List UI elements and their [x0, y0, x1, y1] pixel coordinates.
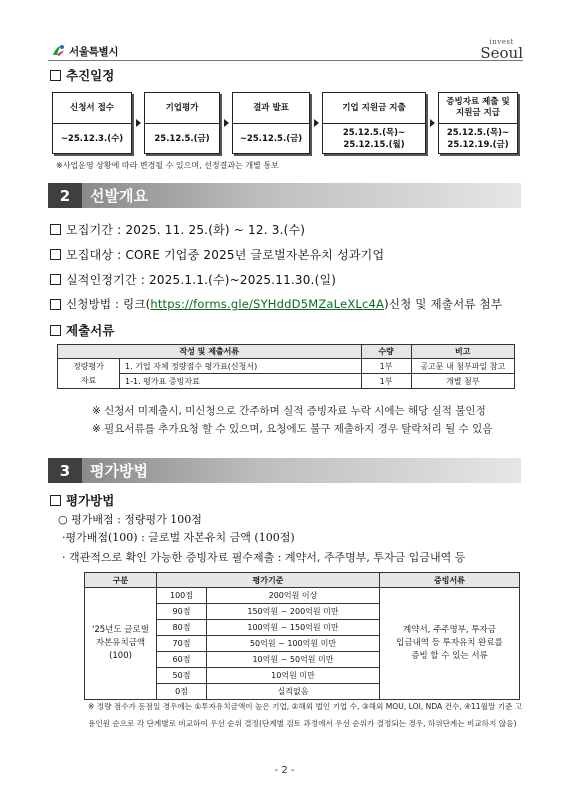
eval-category: '25년도 글로벌 자본유치금액 (100) [85, 588, 157, 700]
schedule-flow [52, 92, 520, 156]
schedule-step-date: 25.12.5.(목)~ 25.12.15.(월) [342, 127, 406, 150]
schedule-step-date: ~25.12.5.(금) [239, 133, 303, 144]
docs-group: 정량평가 자료 [58, 359, 120, 389]
eval-header-criteria: 평가기준 [157, 573, 380, 588]
recruit-target-text: : CORE 기업중 2025년 글로벌자본유치 성과기업 [113, 248, 385, 262]
section-2-title: 선발개요 [82, 183, 521, 208]
schedule-step [232, 92, 310, 154]
invest-seoul-small: invest [489, 38, 514, 46]
table-row [85, 588, 520, 604]
schedule-step-label: 신청서 접수 [53, 93, 131, 124]
apply-form-link[interactable]: https://forms.gle/SYHddD5MZaLeXLc4A [150, 297, 385, 311]
section-3-title: 평가방법 [82, 458, 521, 483]
eval-evidence-line: · 객관적으로 확인 가능한 증빙자료 필수제출 : 계약서, 주주명부, 투자금 입금내역 등 [62, 551, 466, 564]
docs-qty: 1부 [361, 359, 411, 374]
docs-title: 제출서류 [66, 323, 115, 338]
arrow-right-icon [430, 119, 435, 127]
eval-score: 90점 [157, 604, 207, 620]
eval-score-detail: ·평가배점(100) : 글로벌 자본유치 금액 (100점) [62, 531, 295, 544]
seoul-emblem-icon [50, 43, 66, 59]
section-2-number: 2 [48, 183, 82, 208]
schedule-step-label: 결과 발표 [233, 93, 309, 124]
table-row [58, 359, 515, 374]
eval-score: 50점 [157, 668, 207, 684]
schedule-step-label: 증빙자료 제출 및 지원금 지급 [439, 93, 517, 124]
checkbox-square-icon [50, 325, 61, 336]
docs-remark: ※ 신청서 미제출시, 미신청으로 간주하며 실적 증빙자료 누락 시에는 해당 실적 불인정 [92, 405, 486, 417]
docs-header-doc: 작성 및 제출서류 [58, 345, 362, 359]
eval-score: 0점 [157, 684, 207, 700]
checkbox-square-icon [50, 299, 61, 310]
schedule-step [52, 92, 132, 154]
eval-footnote: ※ 정량 점수가 동점일 경우에는 ①투자유치금액이 높은 기업, ②해외 법인 기업 수, ③해외 MOU, LOI, NDA 건수, ④11월말 기준 고용인원 순으로 각 단계별로 비교하여 우선 순위 결정(단계별 검토 과정에서 우선 순위가 결정되는 경우, 하위단계는 비교하지 않음) [88, 702, 523, 728]
eval-score: 60점 [157, 652, 207, 668]
recruit-period-label: 모집기간 [66, 223, 114, 237]
schedule-note: ※사업운영 상황에 따라 변경될 수 있으며, 선정결과는 개별 통보 [56, 161, 279, 170]
schedule-step-date: 25.12.5.(목)~ 25.12.19.(금) [446, 127, 510, 150]
docs-qty: 1부 [361, 374, 411, 389]
eval-score-line: ○ 평가배점 : 정량평가 100점 [58, 513, 202, 526]
checkbox-square-icon [50, 70, 61, 81]
schedule-step [438, 92, 518, 154]
checkbox-square-icon [50, 224, 61, 235]
schedule-step-date: 25.12.5.(금) [154, 133, 210, 144]
docs-note: 공고문 내 첨부파일 참고 [411, 359, 514, 374]
schedule-title: 추진일정 [66, 68, 115, 83]
arrow-right-icon [136, 119, 141, 127]
schedule-step-label: 기업 지원금 지출 [323, 93, 425, 124]
arrow-right-icon [314, 119, 319, 127]
recruit-target [50, 246, 384, 263]
eval-score: 70점 [157, 636, 207, 652]
eval-score: 100점 [157, 588, 207, 604]
schedule-step-label: 기업평가 [145, 93, 219, 124]
docs-header-note: 비고 [411, 345, 514, 359]
recruit-period [50, 221, 305, 238]
apply-method-suffix: )신청 및 제출서류 첨부 [384, 297, 503, 311]
eval-criteria: 100억원 ~ 150억원 미만 [207, 620, 380, 636]
checkbox-square-icon [50, 274, 61, 285]
recruit-period-text: : 2025. 11. 25.(화) ~ 12. 3.(수) [113, 223, 306, 237]
eval-evidence: 계약서, 주주명부, 투자금 입금내역 등 투자유치 완료를 증빙 할 수 있는 서류 [380, 588, 520, 700]
invest-seoul-big: Seoul [480, 44, 523, 62]
docs-heading [50, 321, 114, 339]
section-2-bar [48, 183, 521, 208]
docs-item: 1-1. 평가표 증빙자료 [120, 374, 362, 389]
eval-heading [50, 491, 114, 509]
eval-criteria: 150억원 ~ 200억원 미만 [207, 604, 380, 620]
eval-criteria: 200억원 이상 [207, 588, 380, 604]
eval-criteria: 50억원 ~ 100억원 미만 [207, 636, 380, 652]
docs-note: 개별 첨부 [411, 374, 514, 389]
arrow-right-icon [224, 119, 229, 127]
header-divider [48, 60, 523, 61]
table-row [58, 374, 515, 389]
docs-item: 1. 기업 자체 정량점수 평가표(신청서) [120, 359, 362, 374]
eval-criteria: 10억원 ~ 50억원 미만 [207, 652, 380, 668]
invest-seoul-logo [480, 38, 523, 62]
section-3-bar [48, 458, 521, 483]
page-number: - 2 - [274, 765, 295, 776]
apply-method-label: 신청방법 [66, 297, 112, 311]
eval-header-evidence: 증빙서류 [380, 573, 520, 588]
apply-method [50, 296, 502, 312]
checkbox-square-icon [50, 495, 61, 506]
docs-remark: ※ 필요서류를 추가요청 할 수 있으며, 요청에도 불구 제출하지 경우 탈락처리 될 수 있음 [92, 423, 493, 435]
schedule-heading [50, 66, 114, 84]
eval-title: 평가방법 [66, 493, 115, 508]
performance-period-text: : 2025.1.1.(수)~2025.11.30.(일) [136, 273, 337, 287]
seoul-city-logo [50, 43, 118, 59]
eval-score: 80점 [157, 620, 207, 636]
section-3-number: 3 [48, 458, 82, 483]
checkbox-square-icon [50, 249, 61, 260]
schedule-step [322, 92, 426, 154]
apply-method-prefix: : 링크( [111, 297, 151, 311]
docs-table [57, 344, 515, 389]
eval-header-category: 구분 [85, 573, 157, 588]
docs-header-qty: 수량 [361, 345, 411, 359]
performance-period-label: 실적인정기간 [66, 273, 137, 287]
seoul-city-logo-text: 서울특별시 [69, 45, 119, 58]
recruit-target-label: 모집대상 [66, 248, 114, 262]
eval-criteria: 실적없음 [207, 684, 380, 700]
eval-criteria: 10억원 미만 [207, 668, 380, 684]
performance-period [50, 271, 336, 288]
schedule-step-date: ~25.12.3.(수) [60, 133, 124, 144]
eval-table [84, 572, 520, 700]
schedule-step [144, 92, 220, 154]
